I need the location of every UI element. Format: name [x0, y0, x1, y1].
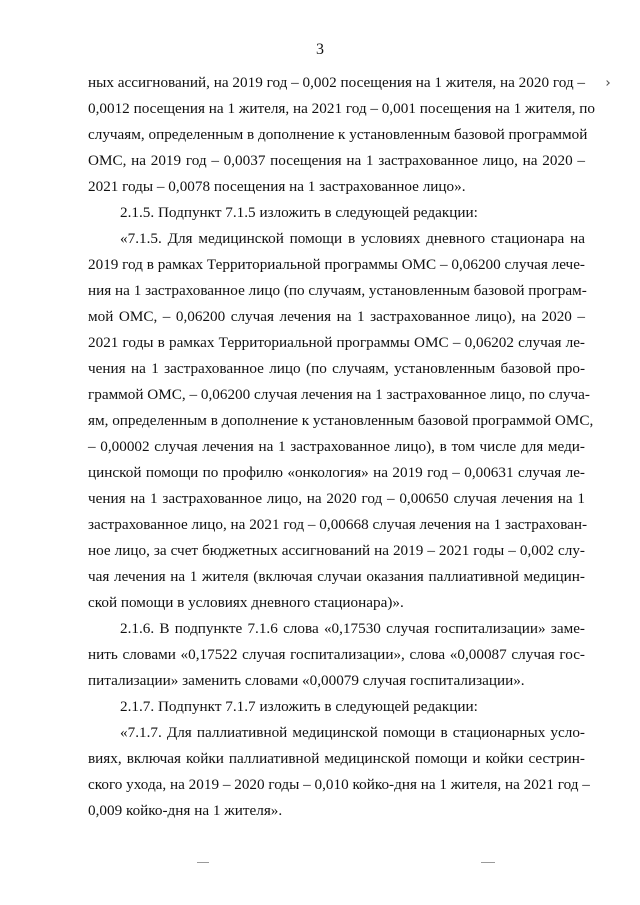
text-line: виях, включая койки паллиативной медицинской помощи и койки сестрин- [88, 750, 585, 767]
text-line: чения на 1 застрахованное лицо (по случаям, установленным базовой про- [88, 360, 585, 377]
text-line: «7.1.5. Для медицинской помощи в условиях дневного стационара на [120, 230, 585, 247]
text-line: случаям, определенным в дополнение к установленным базовой программой [88, 126, 588, 143]
text-line: чения на 1 застрахованное лицо, на 2020 год – 0,00650 случая лечения на 1 [88, 490, 585, 507]
text-line: питализации» заменить словами «0,00079 случая госпитализации». [88, 672, 525, 689]
footer-mark-left [197, 862, 209, 863]
text-line: чая лечения на 1 жителя (включая случаи оказания паллиативной медицин- [88, 568, 585, 585]
text-line: «7.1.7. Для паллиативной медицинской помощи в стационарных усло- [120, 724, 585, 741]
text-line: 2.1.6. В подпункте 7.1.6 слова «0,17530 случая госпитализации» заме- [120, 620, 585, 637]
text-line: нить словами «0,17522 случая госпитализации», слова «0,00087 случая гос- [88, 646, 585, 663]
text-line: ное лицо, за счет бюджетных ассигнований на 2019 – 2021 годы – 0,002 слу- [88, 542, 585, 559]
text-line: цинской помощи по профилю «онкология» на 2019 год – 0,00631 случая ле- [88, 464, 585, 481]
text-line: ского ухода, на 2019 – 2020 годы – 0,010 койко-дня на 1 жителя, на 2021 год – [88, 776, 590, 793]
page-number: 3 [316, 41, 324, 58]
text-line: 2019 год в рамках Территориальной программы ОМС – 0,06200 случая лече- [88, 256, 585, 273]
text-line: 2021 годы в рамках Территориальной программы ОМС – 0,06202 случая ле- [88, 334, 585, 351]
text-line: застрахованное лицо, на 2021 год – 0,00668 случая лечения на 1 застрахован- [88, 516, 588, 533]
text-line: ской помощи в условиях дневного стационара)». [88, 594, 404, 611]
text-line: ных ассигнований, на 2019 год – 0,002 посещения на 1 жителя, на 2020 год – [88, 74, 585, 91]
text-line: 2.1.5. Подпункт 7.1.5 изложить в следующей редакции: [120, 204, 478, 221]
text-line: ям, определенным в дополнение к установленным базовой программой ОМС, [88, 412, 594, 429]
text-line: 2021 годы – 0,0078 посещения на 1 застрахованное лицо». [88, 178, 466, 195]
text-line: 2.1.7. Подпункт 7.1.7 изложить в следующей редакции: [120, 698, 478, 715]
text-line: 0,009 койко-дня на 1 жителя». [88, 802, 283, 819]
scan-mark [604, 80, 610, 86]
text-line: мой ОМС, – 0,06200 случая лечения на 1 застрахованное лицо), на 2020 – [88, 308, 585, 325]
text-line: 0,0012 посещения на 1 жителя, на 2021 год – 0,001 посещения на 1 жителя, по [88, 100, 595, 117]
text-line: – 0,00002 случая лечения на 1 застрахованное лицо), в том числе для меди- [88, 438, 585, 455]
text-line: граммой ОМС, – 0,06200 случая лечения на 1 застрахованное лицо, по случа- [88, 386, 590, 403]
text-line: ОМС, на 2019 год – 0,0037 посещения на 1 застрахованное лицо, на 2020 – [88, 152, 585, 169]
document-body [88, 70, 595, 824]
text-line: ния на 1 застрахованное лицо (по случаям, установленным базовой програм- [88, 282, 587, 299]
footer-mark-right [481, 862, 495, 863]
